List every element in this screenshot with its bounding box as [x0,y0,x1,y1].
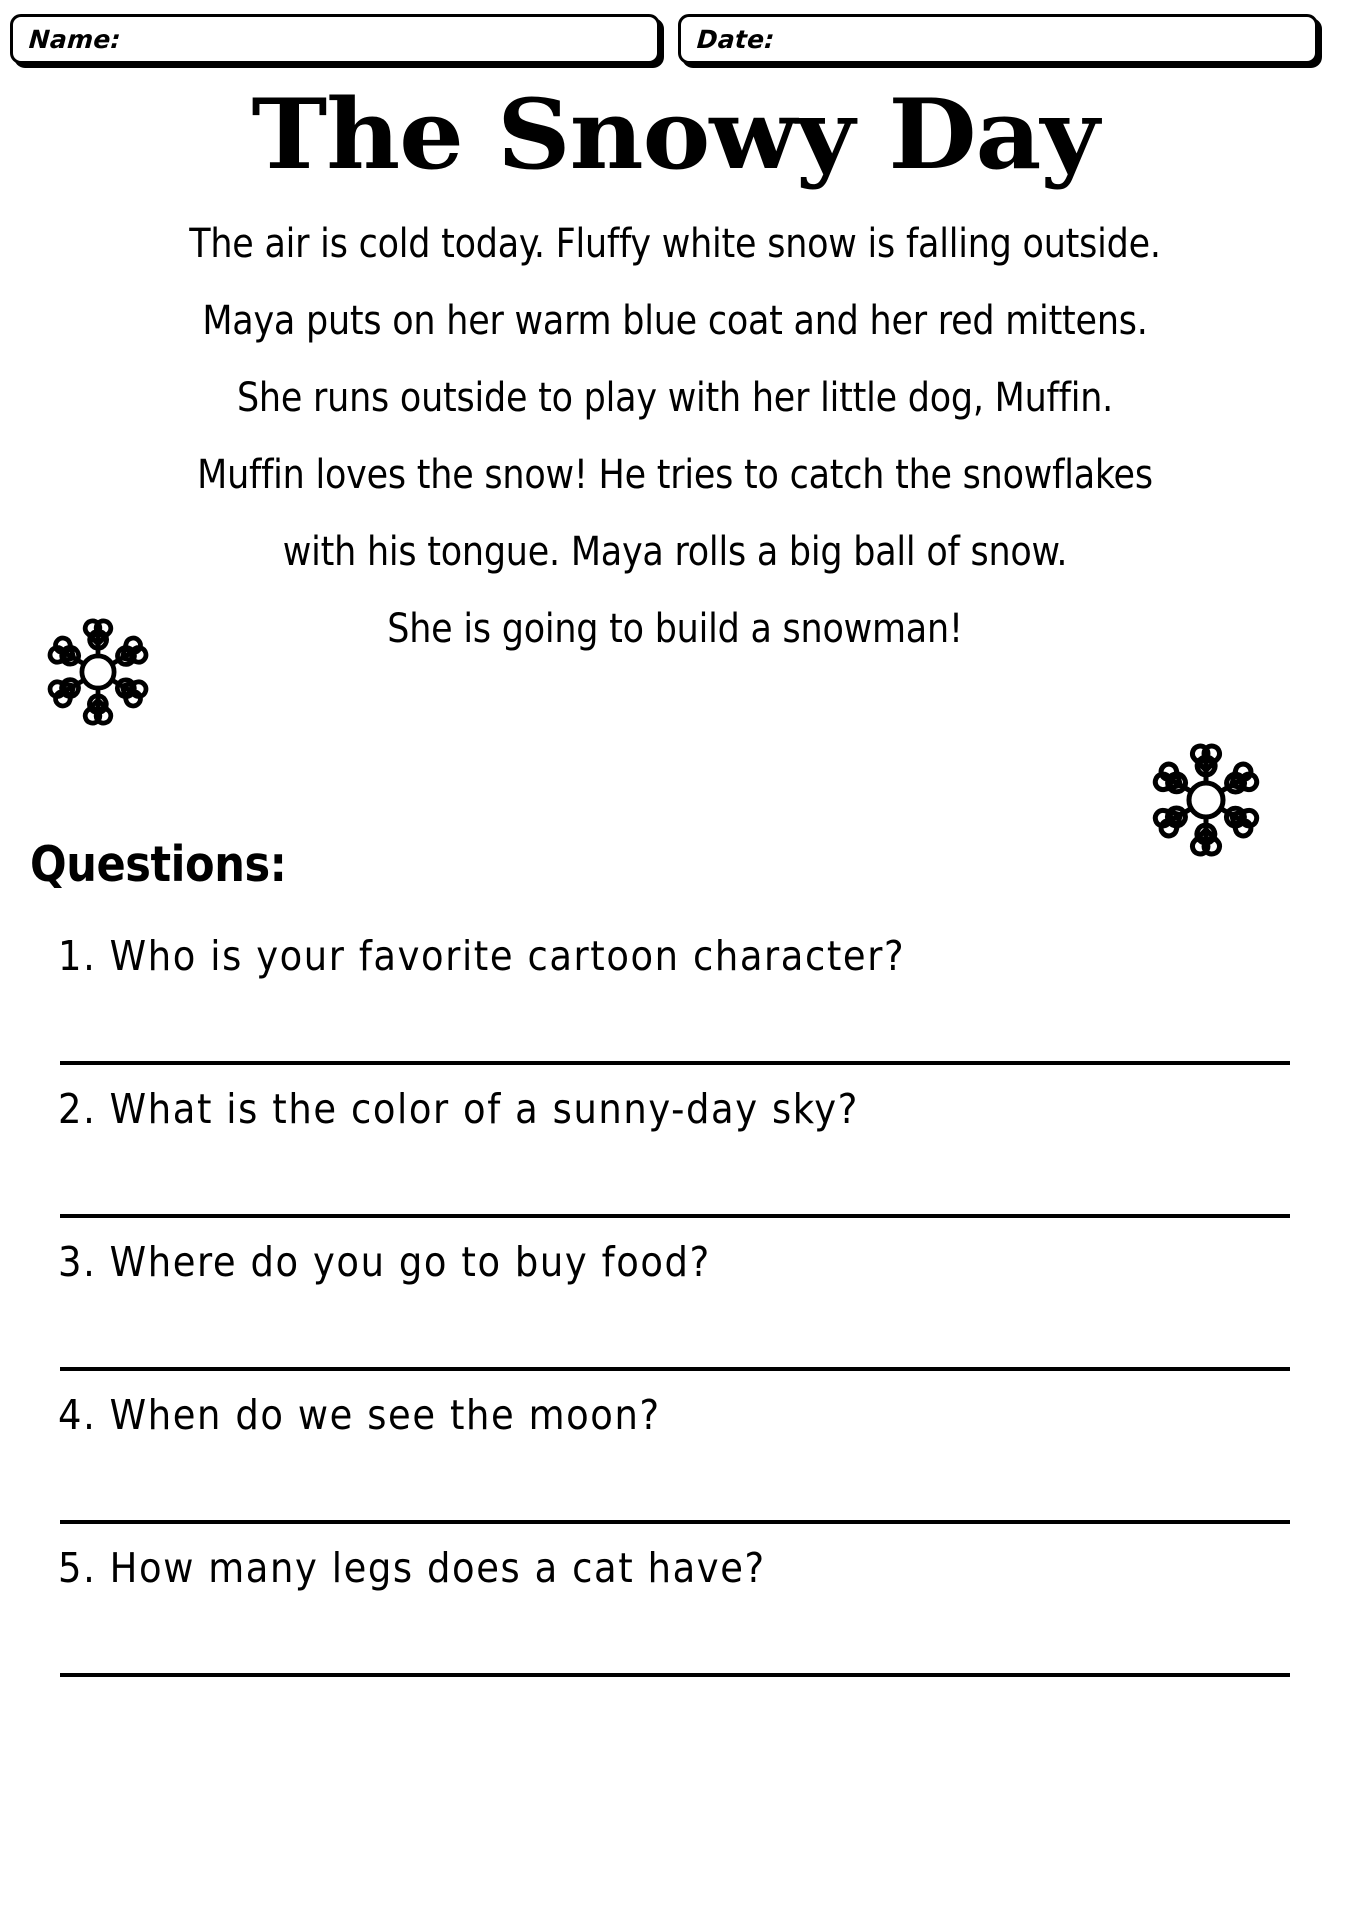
passage-line: Maya puts on her warm blue coat and her red mittens. [202,298,1148,344]
header-fields [10,14,1340,66]
name-field-label: Name: [27,24,122,54]
answer-line[interactable] [60,1214,1290,1218]
question-text: 4. When do we see the moon? [58,1391,661,1439]
passage-line: She runs outside to play with her little dog, Muffin. [236,375,1114,421]
passage-line: Muffin loves the snow! He tries to catch the snowflakes [197,452,1153,498]
question-item [0,930,1350,1083]
name-field[interactable] [10,14,660,64]
question-item [0,1236,1350,1389]
answer-line[interactable] [60,1061,1290,1065]
snowflake-icon [1132,726,1280,874]
questions-list [0,930,1350,1695]
answer-line[interactable] [60,1520,1290,1524]
answer-line[interactable] [60,1673,1290,1677]
question-text: 3. Where do you go to buy food? [58,1238,711,1286]
question-item [0,1542,1350,1695]
reading-passage [40,206,1310,668]
passage-line: with his tongue. Maya rolls a big ball of snow. [282,529,1068,575]
questions-heading: Questions: [30,836,287,893]
answer-line[interactable] [60,1367,1290,1371]
date-field-label: Date: [695,24,776,54]
question-item [0,1389,1350,1542]
passage-line: The air is cold today. Fluffy white snow is falling outside. [189,221,1161,267]
snowflake-icon [28,602,168,742]
question-item [0,1083,1350,1236]
passage-line: She is going to build a snowman! [387,606,963,652]
question-text: 5. How many legs does a cat have? [58,1544,766,1592]
page-title: The Snowy Day [251,78,1099,191]
question-text: 1. Who is your favorite cartoon character? [58,932,906,980]
question-text: 2. What is the color of a sunny-day sky? [58,1085,859,1133]
date-field[interactable] [678,14,1318,64]
